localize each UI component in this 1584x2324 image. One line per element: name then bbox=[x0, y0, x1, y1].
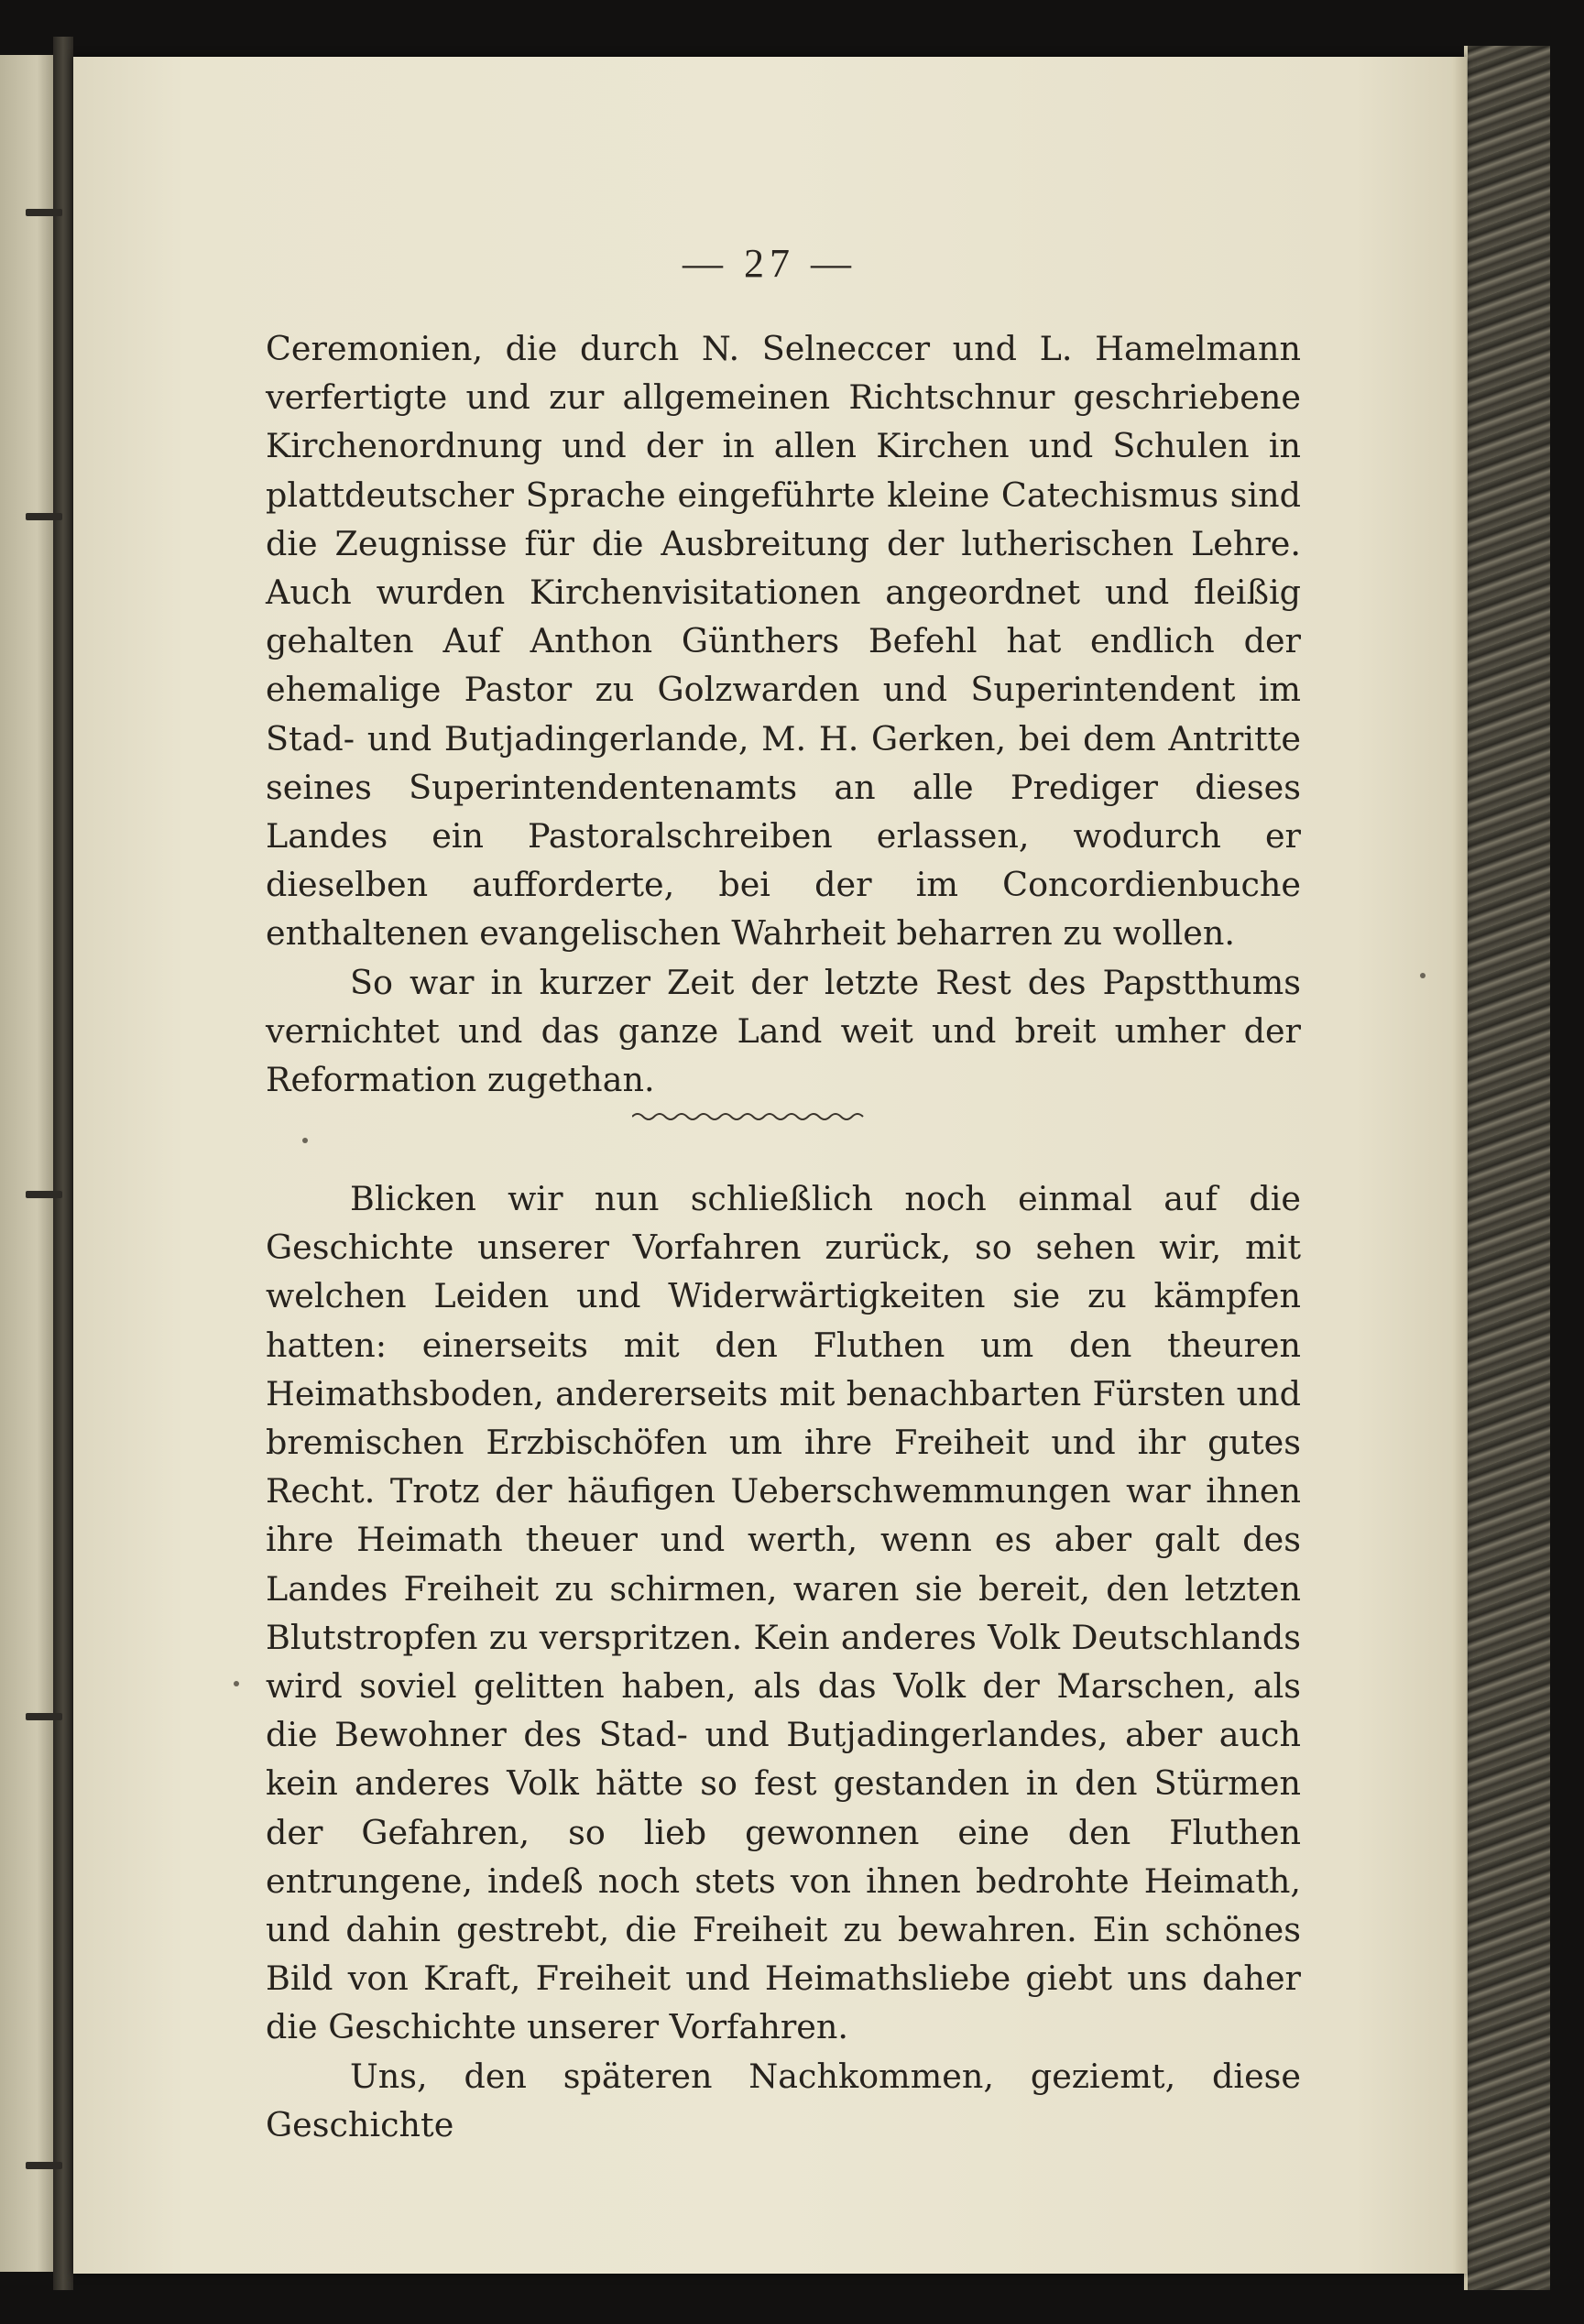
book-page bbox=[73, 57, 1466, 2274]
left-page-edge bbox=[0, 55, 53, 2272]
paper-spot bbox=[1420, 973, 1426, 978]
text-block-top bbox=[266, 324, 1301, 1104]
wavy-divider-ornament bbox=[632, 1106, 870, 1128]
marbled-book-cover bbox=[1464, 46, 1550, 2290]
binding-thread bbox=[26, 1191, 62, 1198]
paragraph: Ceremonien, die durch N. Selneccer und L. Hamelmann verfertigte und zur allgemeinen Richtschnur geschriebene Kirchenordnung und der in allen Kirchen und Schulen in plattdeutscher Sprache eingeführte kleine Catechismus sind die Zeugnisse für die Ausbreitung der lutherischen Lehre. Auch wurden Kirchenvisitationen angeordnet und fleißig gehalten Auf Anthon Günthers Befehl hat endlich der ehemalige Pastor zu Golzwarden und Superintendent im Stad- und Butjadingerlande, M. H. Gerken, bei dem Antritte seines Superintendentenamts an alle Prediger dieses Landes ein Pastoralschreiben erlassen, wodurch er dieselben aufforderte, bei der im Concordienbuche enthaltenen evangelischen Wahrheit beharren zu wollen. bbox=[266, 329, 1301, 954]
paragraph: Blicken wir nun schließlich noch einmal auf die Geschichte unserer Vorfahren zurück, so sehen wir, mit welchen Leiden und Widerwärtigkeiten sie zu kämpfen hatten: einerseits mit den Fluthen um den theuren Heimathsboden, andererseits mit benachbarten Fürsten und bremischen Erzbischöfen um ihre Freiheit und ihr gutes Recht. Trotz der häufigen Ueberschwemmungen war ihnen ihre Heimath theuer und werth, wenn es aber galt des Landes Freiheit zu schirmen, waren sie bereit, den letzten Blutstropfen zu verspritzen. Kein anderes Volk Deutschlands wird soviel gelitten haben, als das Volk der Marschen, als die Bewohner des Stad- und Butjadingerlandes, aber auch kein anderes Volk hätte so fest gestanden in den Stürmen der Gefahren, so lieb gewonnen eine den Fluthen entrungene, indeß noch stets von ihnen bedrohte Heimath, und dahin gestrebt, die Freiheit zu bewahren. Ein schönes Bild von Kraft, Freiheit und Heimathsliebe giebt uns daher die Geschichte unserer Vorfahren. bbox=[266, 1179, 1301, 2047]
binding-thread bbox=[26, 2162, 62, 2169]
paragraph: So war in kurzer Zeit der letzte Rest des Papstthums vernichtet und das ganze Land weit und breit umher der Reformation zugethan. bbox=[266, 962, 1301, 1100]
text-block-bottom bbox=[266, 1174, 1301, 2149]
paper-spot bbox=[302, 1138, 308, 1143]
paragraph: Uns, den späteren Nachkommen, geziemt, diese Geschichte bbox=[266, 2056, 1301, 2144]
binding-thread bbox=[26, 209, 62, 216]
book-gutter bbox=[53, 37, 73, 2290]
page-edge bbox=[1452, 57, 1467, 2274]
page-number: — 27 — bbox=[683, 241, 857, 286]
binding-thread bbox=[26, 513, 62, 520]
paper-spot bbox=[234, 1681, 239, 1686]
binding-thread bbox=[26, 1713, 62, 1720]
